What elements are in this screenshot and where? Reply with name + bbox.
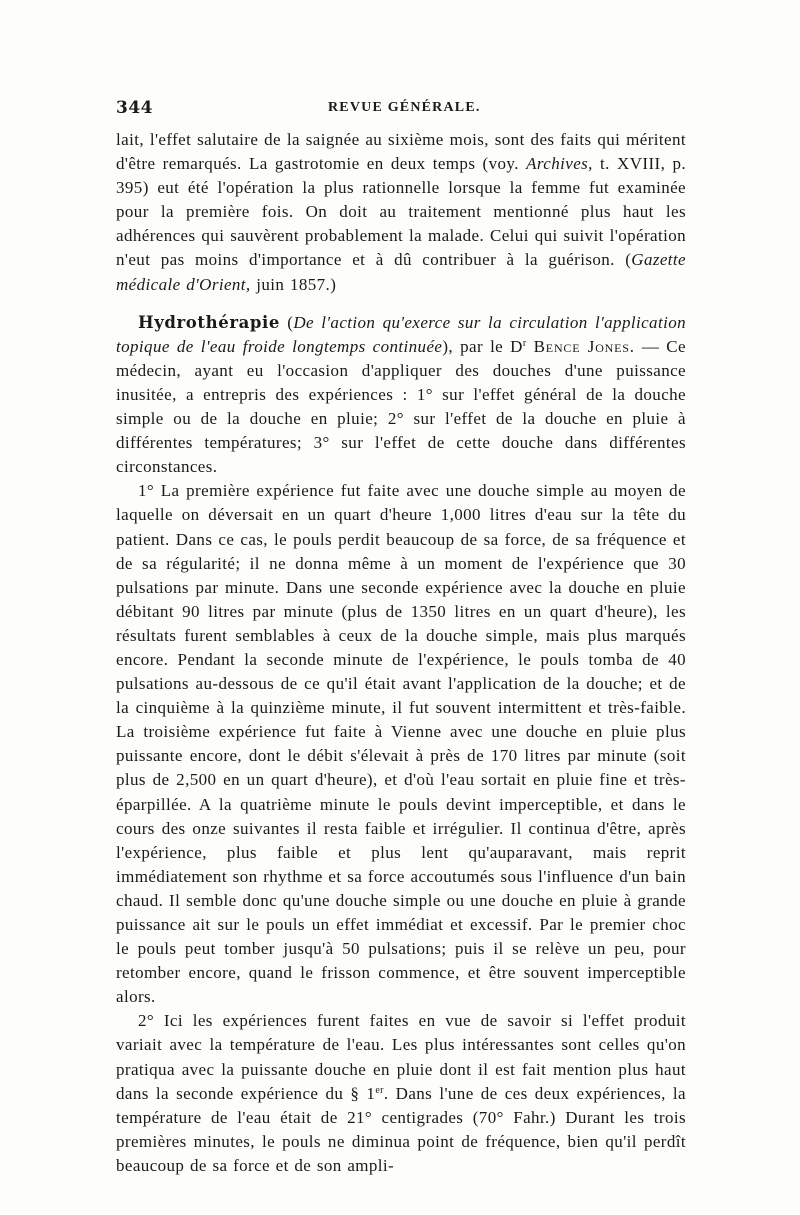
subtitle-close: ), par le D [442, 336, 523, 356]
para4-text-a: 2° Ici les expériences furent faites en vue de savoir si l'effet produit variait avec la température de l'eau. Les plus intéressantes sont celles qu'on pratiqua avec la puissante douche en pluie dont il est fait mention plus haut dans la seconde expérience du § 1 [116, 1011, 686, 1103]
page-header [116, 98, 686, 120]
paragraph-hydrotherapie [116, 311, 686, 480]
subtitle-open: ( [280, 312, 294, 332]
para2-text: — Ce médecin, ayant eu l'occasion d'appliquer des douches d'une puissance inusitée, a entrepris des expériences : 1° sur l'effet général de la douche simple ou de la douche en pluie; 2° sur l'effet de la douche en pluie à différentes températures; 3° sur l'effet de cette douche dans différentes circonstances. [116, 336, 686, 477]
paragraph-experience-1 [116, 479, 686, 1009]
gazette-citation: Gazette médicale d'Orient, [116, 250, 686, 294]
paragraph-experience-2 [116, 1009, 686, 1178]
body-text [116, 128, 686, 1178]
doctor-superscript: r [522, 337, 527, 349]
para1-text-b: t. XVIII, p. 395) eut été l'opération la plus rationnelle lorsque la femme fut examinée pour la première fois. On doit au traitement mentionné plus haut les adhérences qui sauvèrent probablement la malade. Celui qui suivit l'opération n'eut pas moins d'importance et à dû contribuer à la guérison. ( [116, 154, 687, 270]
archives-citation: Archives, [526, 154, 593, 174]
running-head: REVUE GÉNÉRALE. [328, 100, 481, 115]
section-title: Hydrothérapie [138, 312, 281, 332]
section-subtitle: De l'action qu'exerce sur la circulation l'application topique de l'eau froide longtemps continuée [116, 312, 686, 356]
para4-text-b: . Dans l'une de ces deux expériences, la température de l'eau était de 21° centigrades (70° Fahr.) Durant les trois premières minutes, le pouls ne diminua point de fréquence, bien qu'il perdît beaucoup de sa force et de son ampli- [116, 1083, 686, 1175]
author-name: Bence Jones. [533, 336, 635, 356]
page-number: 344 [116, 98, 153, 118]
para1-text-c: juin 1857.) [250, 274, 337, 294]
section-gap [116, 297, 686, 311]
para3-text: 1° La première expérience fut faite avec une douche simple au moyen de laquelle on déversait en un quart d'heure 1,000 litres d'eau sur la tête du patient. Dans ce cas, le pouls perdit beaucoup de sa force, de sa fréquence et de sa régularité; il ne donna même à un moment de l'expérience que 30 pulsations par minute. Dans une seconde expérience avec la douche en pluie débitant 90 litres par minute (plus de 1350 litres en un quart d'heure), les résultats furent semblables à ceux de la douche simple, mais plus marqués encore. Pendant la seconde minute de l'expérience, le pouls tomba de 40 pulsations au-dessous de ce qu'il était avant l'application de la douche; et de la cinquième à la quinzième minute, il fut souvent intermittent et très-faible. La troisième expérience fut faite à Vienne avec une douche en pluie plus puissante encore, dont le débit s'élevait à près de 170 litres par minute (soit plus de 2,500 en un quart d'heure), et d'où l'eau sortait en pluie fine et très-éparpillée. A la quatrième minute le pouls devint imperceptible, et dans le cours des onze suivantes il resta faible et irrégulier. Il continua d'être, après l'expérience, plus faible et plus lent qu'auparavant, mais reprit immédiatement son rhythme et sa force accoutumés sous l'influence d'un bain chaud. Il semble donc qu'une douche simple ou une douche en pluie à grande puissance ait sur le pouls un effet immédiat et excessif. Par le premier choc le pouls peut tomber jusqu'à 50 pulsations; puis il se relève un peu, pour retomber encore, quand le frisson commence, et être souvent imperceptible alors. [116, 481, 686, 1007]
paragraph-gastrotomy [116, 128, 686, 297]
section-superscript: er [375, 1084, 384, 1096]
para1-text-a: lait, l'effet salutaire de la saignée au sixième mois, sont des faits qui méritent d'être remarqués. La gastrotomie en deux temps (voy. [116, 130, 686, 174]
